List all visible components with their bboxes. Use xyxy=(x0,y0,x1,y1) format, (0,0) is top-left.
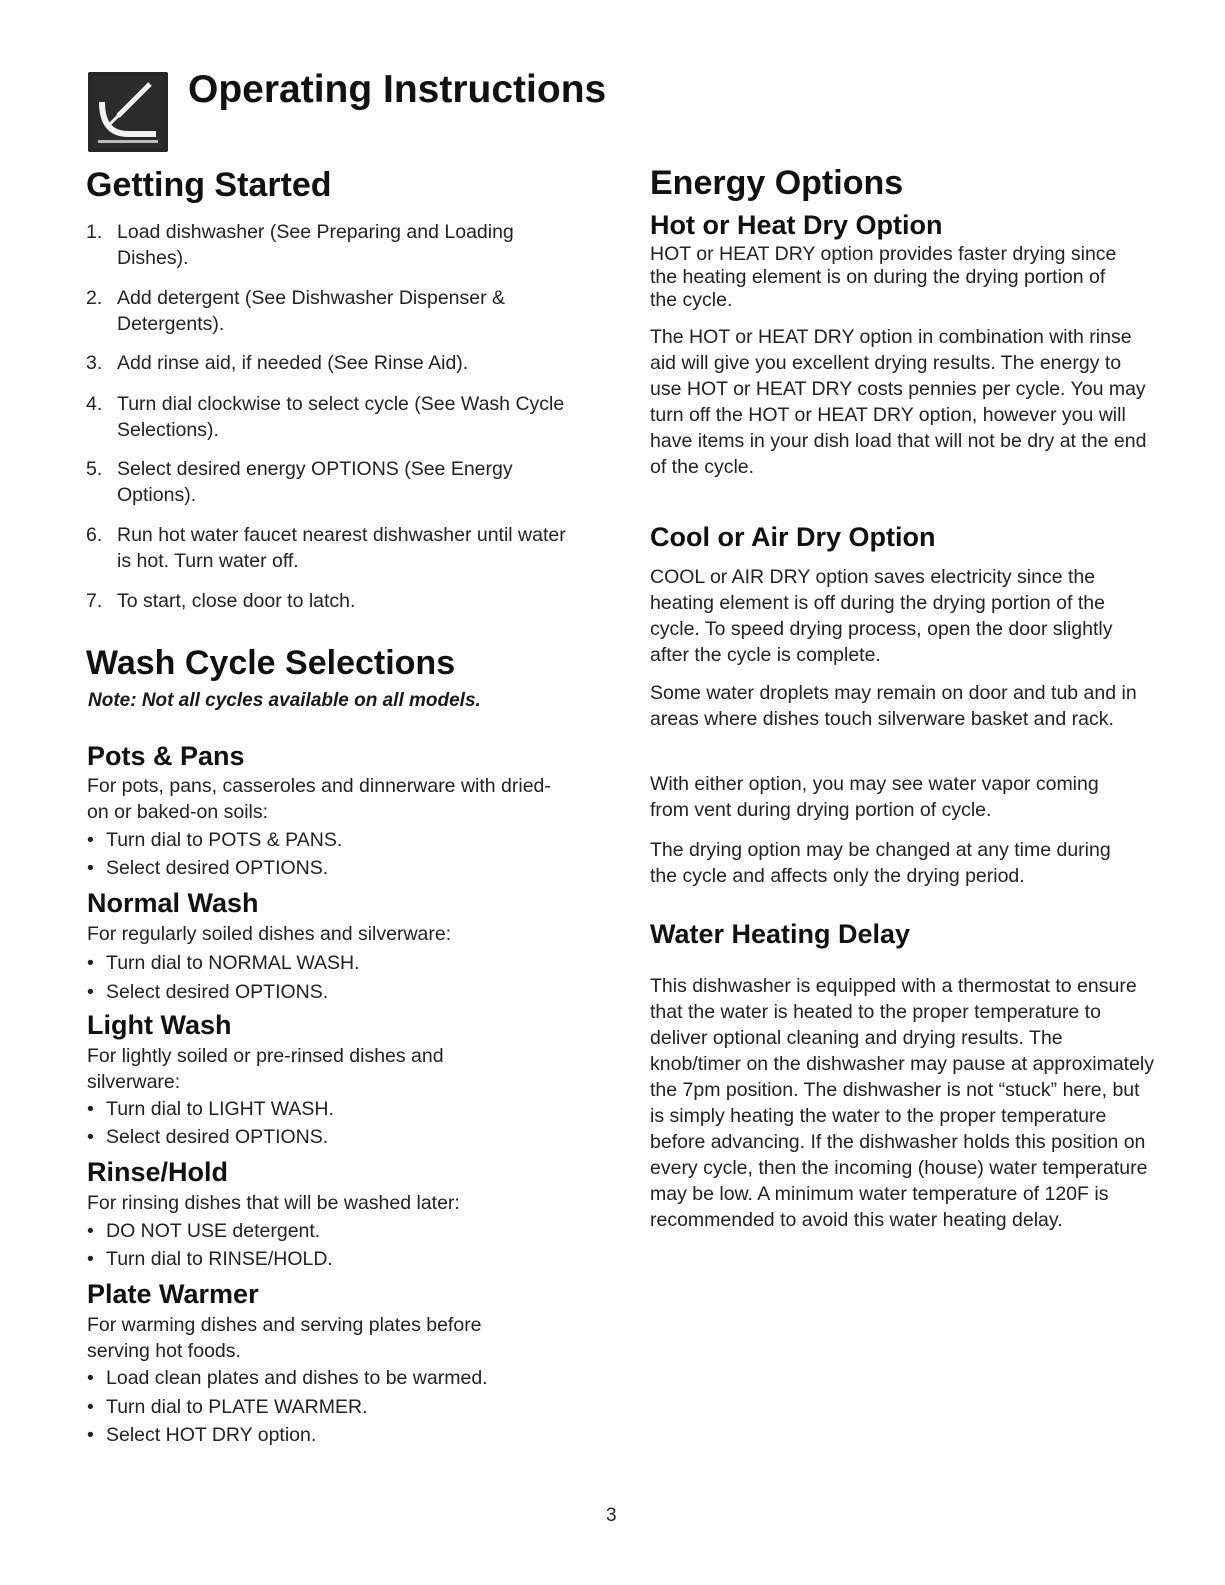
bullet-text: Turn dial to LIGHT WASH. xyxy=(106,1098,334,1120)
rinse-hold-description: For rinsing dishes that will be washed later: xyxy=(87,1192,460,1214)
step-text: Add detergent (See Dishwasher Dispenser & Detergents). xyxy=(117,287,506,335)
pots-pans-description: For pots, pans, casseroles and dinnerware with dried-on or baked-on soils: xyxy=(87,775,551,823)
cool-dry-paragraph: The drying option may be changed at any time during the cycle and affects only the drying period. xyxy=(650,839,1111,887)
step-text: Select desired energy OPTIONS (See Energy Options). xyxy=(117,458,513,506)
water-heating-paragraph: This dishwasher is equipped with a thermostat to ensure that the water is heated to the proper temperature to deliver optional cleaning and drying results. The knob/timer on the dishwasher may pause at approximately the 7pm position. The dishwasher is not “stuck” here, but is simply heating the water to the proper temperature before advancing. If the dishwasher holds this position on every cycle, then the incoming (house) water temperature may be low. A minimum water temperature of 120F is recommended to avoid this water heating delay. xyxy=(650,975,1155,1231)
water-heating-heading: Water Heating Delay xyxy=(650,919,911,949)
step-number: 3. xyxy=(86,352,103,374)
cool-dry-paragraph: COOL or AIR DRY option saves electricity since the heating element is off during the drying portion of the cycle. To speed drying process, open the door slightly after the cycle is complete. xyxy=(650,566,1113,666)
page-title: Operating Instructions xyxy=(188,68,607,111)
step-number: 2. xyxy=(86,287,103,309)
normal-wash-heading: Normal Wash xyxy=(87,888,259,918)
step-number: 7. xyxy=(86,590,103,612)
cool-dry-paragraph: Some water droplets may remain on door and tub and in areas where dishes touch silverware basket and rack. xyxy=(650,682,1137,730)
hot-dry-paragraph: HOT or HEAT DRY option provides faster drying since the heating element is on during the drying portion of the cycle. xyxy=(650,243,1117,311)
cool-dry-heading: Cool or Air Dry Option xyxy=(650,522,936,552)
hot-dry-heading: Hot or Heat Dry Option xyxy=(650,210,943,240)
models-note: Note: Not all cycles available on all models. xyxy=(88,690,481,711)
step-text: To start, close door to latch. xyxy=(117,590,356,612)
hot-dry-paragraph: The HOT or HEAT DRY option in combination with rinse aid will give you excellent drying results. The energy to use HOT or HEAT DRY costs pennies per cycle. You may turn off the HOT or HEAT DRY option, however you will have items in your dish load that will not be dry at the end of the cycle. xyxy=(650,326,1147,478)
step-number: 1. xyxy=(86,221,103,243)
step-text: Turn dial clockwise to select cycle (See Wash Cycle Selections). xyxy=(117,393,565,441)
step-text: Load dishwasher (See Preparing and Loading Dishes). xyxy=(117,221,514,269)
bullet-text: Turn dial to PLATE WARMER. xyxy=(106,1396,368,1418)
bullet-text: Select desired OPTIONS. xyxy=(106,981,329,1003)
light-wash-heading: Light Wash xyxy=(87,1010,232,1040)
normal-wash-description: For regularly soiled dishes and silverware: xyxy=(87,923,452,945)
bullet-text: Select desired OPTIONS. xyxy=(106,1126,329,1148)
dishwasher-rack-icon xyxy=(88,72,168,152)
plate-warmer-description: For warming dishes and serving plates before serving hot foods. xyxy=(87,1314,482,1362)
step-number: 4. xyxy=(86,393,103,415)
bullet-text: Select desired OPTIONS. xyxy=(106,857,329,879)
step-number: 5. xyxy=(86,458,103,480)
bullet-text: Select HOT DRY option. xyxy=(106,1424,317,1446)
rinse-hold-heading: Rinse/Hold xyxy=(87,1157,229,1187)
energy-options-heading: Energy Options xyxy=(650,164,904,202)
bullet-text: Turn dial to POTS & PANS. xyxy=(106,829,343,851)
bullet-text: Load clean plates and dishes to be warmed. xyxy=(106,1367,488,1389)
cool-dry-paragraph: With either option, you may see water vapor coming from vent during drying portion of cycle. xyxy=(650,773,1099,821)
bullet-text: DO NOT USE detergent. xyxy=(106,1220,321,1242)
step-text: Run hot water faucet nearest dishwasher until water is hot. Turn water off. xyxy=(117,524,566,572)
page-number: 3 xyxy=(606,1505,617,1526)
plate-warmer-heading: Plate Warmer xyxy=(87,1279,259,1309)
light-wash-description: For lightly soiled or pre-rinsed dishes and silverware: xyxy=(87,1045,444,1093)
bullet-text: Turn dial to NORMAL WASH. xyxy=(106,952,360,974)
step-text: Add rinse aid, if needed (See Rinse Aid). xyxy=(117,352,469,374)
pots-pans-heading: Pots & Pans xyxy=(87,741,245,771)
getting-started-heading: Getting Started xyxy=(86,166,332,204)
step-number: 6. xyxy=(86,524,103,546)
wash-cycle-heading: Wash Cycle Selections xyxy=(86,644,456,682)
bullet-text: Turn dial to RINSE/HOLD. xyxy=(106,1248,333,1270)
